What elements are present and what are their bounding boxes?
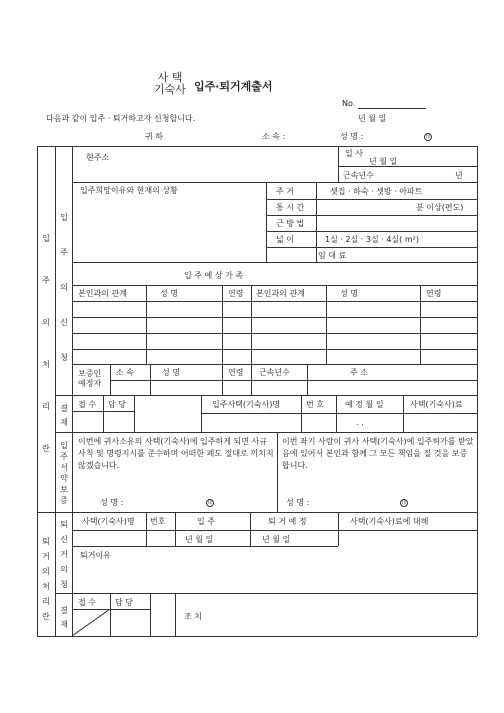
exit-header-house: 사택(기숙사)명 — [82, 517, 135, 526]
pledge-right-text: 이번 좌기 사람이 귀사 사택(기숙사)에 입주허가를 받았음에 있어서 본인과 함께 그 모든 책임을 질 것을 보증합니다. — [282, 437, 474, 470]
side-label-exit-apply — [58, 517, 70, 592]
guarantor-label: 보증인 예정자 — [78, 369, 102, 388]
pledge-left-text: 이번에 귀사소유의 사택(기숙사)에 입주하게 되면 사규사칙 및 명령지시를 준수하며 어떠한 폐도 절대로 끼치지 않겠습니다. — [78, 437, 274, 470]
house-name-label: 입주사택(기숙사)명 — [212, 400, 281, 409]
seal-icon: 印 — [401, 500, 407, 506]
side-label-exit-main — [40, 534, 52, 624]
side-label-apply — [58, 200, 70, 375]
exit-header-fee: 사택(기숙사)료에 대해 — [350, 517, 429, 526]
title-top: 사 택 — [157, 71, 183, 84]
side-label-pledge-text: 입주서약보증 — [60, 441, 68, 505]
move-in-date: 년 월 일 — [369, 157, 398, 166]
side-label-exit-main-text: 퇴거의처리란 — [42, 537, 50, 621]
family-header-name-2: 성 명 — [340, 289, 358, 298]
scheduled-date-label: 예 정 월 일 — [345, 400, 384, 409]
title-bottom: 기숙사 — [154, 83, 186, 96]
page-title: 입주·퇴거계출서 — [194, 80, 273, 93]
exit-date: 년 월 일 — [262, 535, 291, 544]
service-years-label: 근속년수 — [343, 171, 374, 180]
exit-header-exit: 퇴 거 예 정 — [268, 517, 307, 526]
guarantor-header-address: 주 소 — [350, 368, 368, 377]
title-stack — [150, 72, 190, 96]
family-header-age-2: 연령 — [426, 289, 442, 298]
result-received: 접 수 — [78, 400, 96, 409]
addressee: 귀 하 — [145, 132, 163, 141]
empty-cell-diagonal — [72, 609, 110, 636]
family-header-relation-2: 본인과의 관계 — [256, 289, 305, 298]
area-options: 1실 · 2실 · 3실 · 4실( m²) — [325, 235, 419, 244]
seal-icon: 印 — [207, 500, 213, 506]
result-charge: 담 당 — [108, 400, 126, 409]
name-label: 성 명 : — [340, 132, 364, 141]
rent-label: 임 대 료 — [318, 251, 347, 260]
reason-label: 입주희망이유와 현재의 상황 — [80, 186, 178, 195]
guarantor-header-dept: 소 속 — [116, 368, 134, 377]
family-title: 입 주 예 상 가 족 — [184, 271, 244, 280]
scheduled-date-dots: . . — [356, 418, 364, 427]
side-label-result — [58, 402, 70, 430]
exit-reason-label: 퇴거이유 — [80, 551, 111, 560]
request-date: 년 월 일 — [358, 114, 387, 123]
family-header-age-1: 연령 — [228, 289, 244, 298]
no-label: No. — [342, 99, 356, 108]
side-label-main — [40, 218, 52, 470]
commute-time-label: 통 시 간 — [276, 203, 305, 212]
service-years-unit: 년 — [455, 171, 463, 180]
commute-method-label: 근 방 법 — [276, 219, 305, 228]
fee-label: 사택(기숙사)료 — [410, 400, 463, 409]
pledge-left-name: 성 명 : — [100, 498, 124, 507]
side-label-main-text: 입주의처리란 — [42, 234, 50, 453]
guarantor-header-service: 근속년수 — [259, 368, 290, 377]
family-header-name-1: 성 명 — [160, 289, 178, 298]
house-number-label: 번 호 — [306, 400, 324, 409]
commute-time-value: 분 이상(편도) — [416, 203, 464, 212]
no-field-line — [358, 108, 426, 109]
side-label-exit-result-text: 결재 — [60, 606, 68, 629]
side-label-pledge — [58, 440, 70, 506]
side-label-apply-text: 입주의신청 — [60, 213, 68, 362]
family-header-relation-1: 본인과의 관계 — [78, 289, 127, 298]
request-text: 다음과 같이 입주 · 퇴거하고자 신청합니다. — [46, 114, 196, 123]
exit-action-label: 조 치 — [184, 612, 202, 621]
exit-result-received: 접 수 — [78, 598, 96, 607]
area-label: 넓 이 — [276, 235, 294, 244]
guarantor-header-name: 성 명 — [162, 368, 180, 377]
seal-icon: 印 — [425, 134, 431, 140]
dept-label: 소 속 : — [262, 132, 286, 141]
current-address-label: 현주소 — [86, 153, 110, 162]
move-in-label: 입 사 — [345, 149, 363, 158]
side-label-exit-result — [58, 604, 70, 632]
exit-header-move-in: 입 주 — [197, 517, 215, 526]
side-label-exit-apply-text: 퇴신거의청 — [60, 520, 68, 589]
exit-result-charge: 담 당 — [115, 598, 133, 607]
pledge-right-name: 성 명 : — [286, 498, 310, 507]
housing-label: 주 거 — [276, 187, 294, 196]
exit-header-number: 번호 — [150, 517, 166, 526]
guarantor-header-age: 연령 — [228, 368, 244, 377]
side-label-result-text: 결재 — [60, 404, 68, 427]
exit-move-in-date: 년 월 일 — [185, 535, 214, 544]
housing-options: 셋집 · 하숙 · 셋방 · 아파트 — [330, 187, 423, 196]
